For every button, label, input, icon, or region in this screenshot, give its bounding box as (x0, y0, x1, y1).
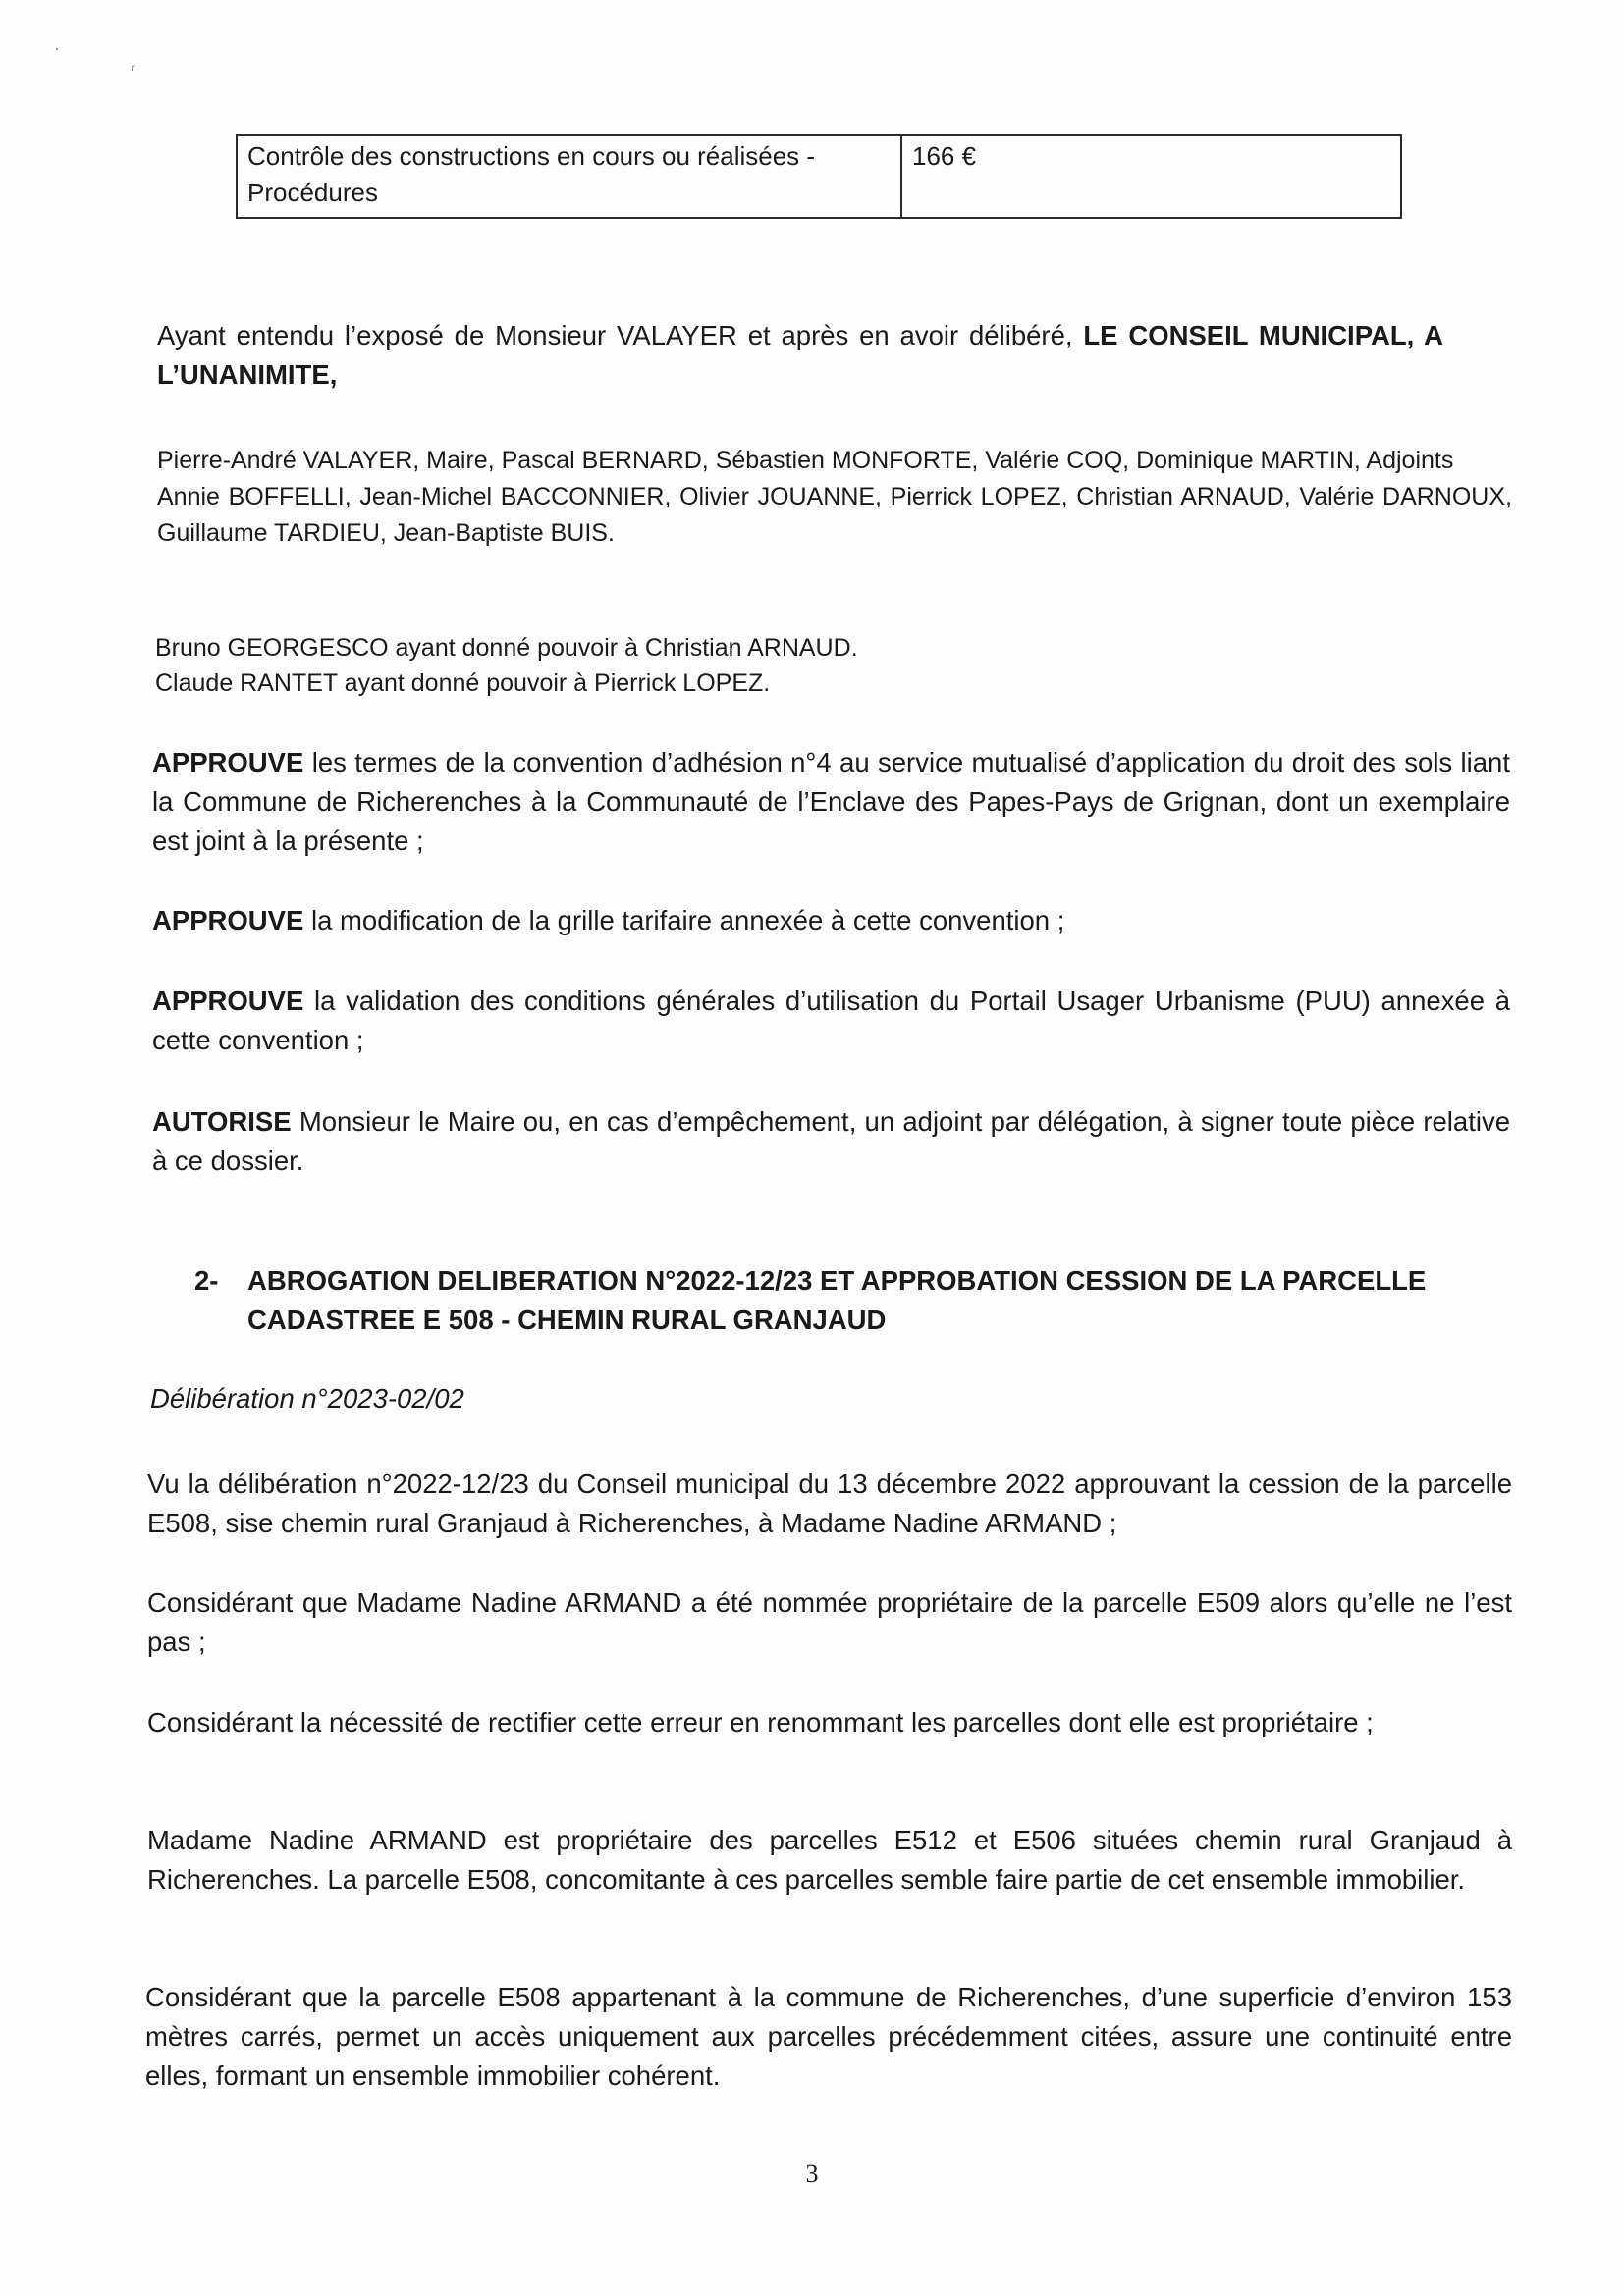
paragraph-ownership: Madame Nadine ARMAND est propriétaire des parcelles E512 et E506 situées chemin rural Granjaud à Richerenches. La parcelle E508, concomitante à ces parcelles semble faire partie de cet ensemble immobilier. (147, 1825, 1512, 1895)
decision-4 (152, 1102, 1510, 1181)
decision-text: Monsieur le Maire ou, en cas d’empêchement, un adjoint par délégation, à signer toute pièce relative à ce dossier. (152, 1106, 1510, 1176)
paragraph-considerant-3: Considérant que la parcelle E508 appartenant à la commune de Richerenches, d’une superficie d’environ 153 mètres carrés, permet un accès uniquement aux parcelles précédemment citées, assure une continuité entre elles, formant un ensemble immobilier cohérent. (145, 1982, 1512, 2091)
section-number: 2- (194, 1265, 219, 1296)
table-row (237, 135, 1401, 218)
decision-verb: APPROUVE (152, 747, 304, 777)
attendees-line-1: Pierre-André VALAYER, Maire, Pascal BERNARD, Sébastien MONFORTE, Valérie COQ, Dominique MARTIN, Adjoints (157, 447, 1454, 474)
proxy-2: Claude RANTET ayant donné pouvoir à Pierrick LOPEZ. (155, 669, 771, 697)
decision-verb: AUTORISE (152, 1106, 292, 1137)
scan-artifact: ʳ (131, 61, 135, 81)
attendees-line-2: Annie BOFFELLI, Jean-Michel BACCONNIER, Olivier JOUANNE, Pierrick LOPEZ, Christian ARNAUD, Valérie DARNOUX, Guillaume TARDIEU, Jean-Baptiste BUIS. (157, 483, 1512, 547)
decision-text: la modification de la grille tarifaire annexée à cette convention ; (303, 905, 1065, 935)
paragraph-vu: Vu la délibération n°2022-12/23 du Conseil municipal du 13 décembre 2022 approuvant la cession de la parcelle E508, sise chemin rural Granjaud à Richerenches, à Madame Nadine ARMAND ; (147, 1468, 1512, 1538)
deliberation-number: Délibération n°2023-02/02 (150, 1383, 464, 1414)
proxies-paragraph (155, 630, 1432, 701)
paragraph-considerant-1: Considérant que Madame Nadine ARMAND a été nommée propriétaire de la parcelle E509 alors qu’elle ne l’est pas ; (147, 1587, 1512, 1657)
vote-intro: Ayant entendu l’exposé de Monsieur VALAYER et après en avoir délibéré, (157, 320, 1073, 350)
page-number: 3 (805, 2160, 819, 2188)
decision-1 (152, 743, 1510, 861)
decision-verb: APPROUVE (152, 986, 304, 1016)
fee-table (236, 134, 1402, 219)
vote-decision: LE CONSEIL MUNICIPAL, A L’UNANIMITE, (157, 320, 1443, 390)
paragraph-considerant-2: Considérant la nécessité de rectifier cette erreur en renommant les parcelles dont elle est propriétaire ; (147, 1707, 1374, 1737)
fee-price-cell: 166 € (901, 135, 1401, 218)
scan-artifact: · (54, 39, 60, 60)
decision-text: les termes de la convention d’adhésion n°4 au service mutualisé d’application du droit des sols liant la Commune de Richerenches à la Communauté de l’Enclave des Papes-Pays de Grignan, dont un exemplaire est joint à la présente ; (152, 747, 1510, 856)
fee-label-cell: Contrôle des constructions en cours ou réalisées - Procédures (237, 135, 901, 218)
section-title: ABROGATION DELIBERATION N°2022-12/23 ET APPROBATION CESSION DE LA PARCELLE CADASTREE E 508 - CHEMIN RURAL GRANJAUD (247, 1265, 1427, 1335)
decision-3 (152, 982, 1510, 1060)
decision-verb: APPROUVE (152, 905, 304, 935)
decision-2 (152, 901, 1510, 940)
decision-text: la validation des conditions générales d’utilisation du Portail Usager Urbanisme (PUU) annexée à cette convention ; (152, 986, 1510, 1055)
section-heading (194, 1261, 1481, 1340)
proxy-1: Bruno GEORGESCO ayant donné pouvoir à Christian ARNAUD. (155, 634, 858, 662)
vote-paragraph (157, 316, 1443, 395)
attendees-paragraph (157, 443, 1512, 552)
